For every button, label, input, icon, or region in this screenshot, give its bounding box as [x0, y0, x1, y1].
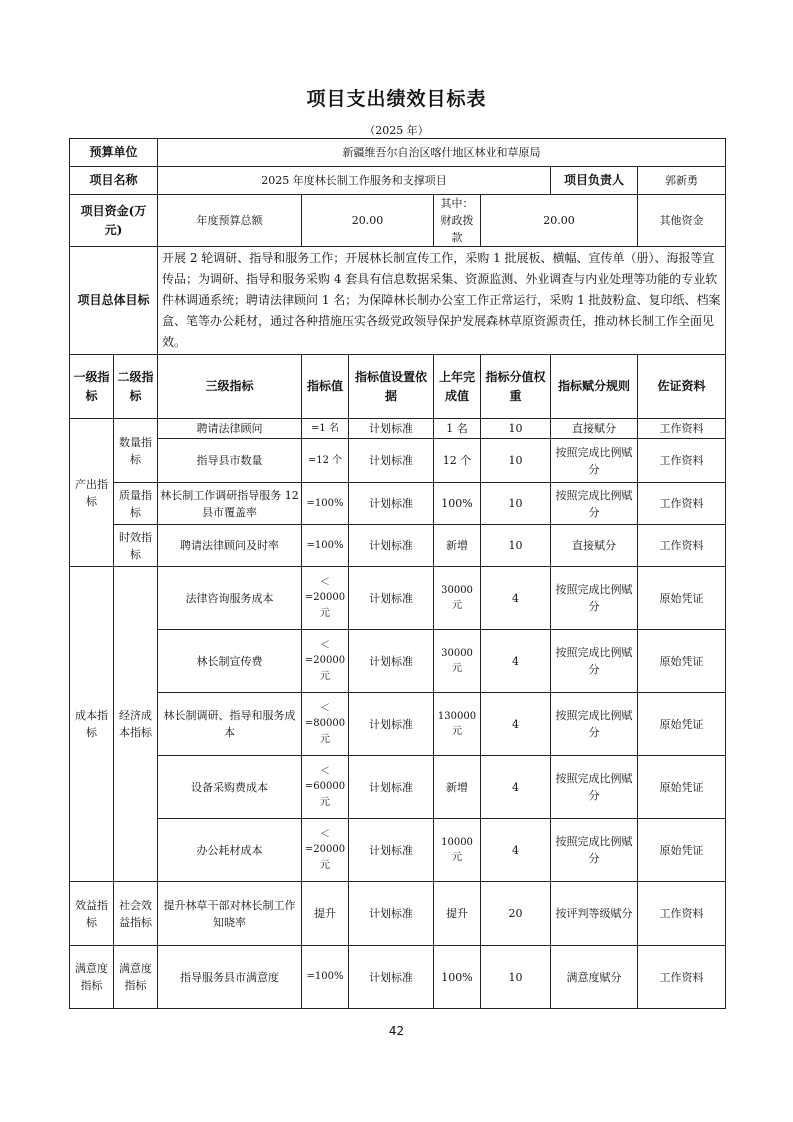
- cell-evidence: 工作资料: [638, 882, 726, 946]
- project-lead-label: 项目负责人: [551, 167, 638, 195]
- cell-rule: 按评判等级赋分: [551, 882, 638, 946]
- cell-evidence: 工作资料: [638, 419, 726, 439]
- table-row: [70, 439, 726, 483]
- cell-basis: 计划标准: [349, 439, 434, 483]
- cell-value: ＜=20000 元: [302, 630, 349, 693]
- funds-label: 项目资金(万元): [70, 195, 158, 247]
- cell-weight: 4: [481, 630, 551, 693]
- group-benefit: 效益指标: [70, 882, 114, 946]
- cell-l3: 指导县市数量: [158, 439, 302, 483]
- group-satisfaction-l2: 满意度指标: [114, 946, 158, 1009]
- group-social-benefit: 社会效益指标: [114, 882, 158, 946]
- cell-l3: 提升林草干部对林长制工作知晓率: [158, 882, 302, 946]
- cell-basis: 计划标准: [349, 756, 434, 819]
- header-value: 指标值: [302, 355, 349, 419]
- header-level1: 一级指标: [70, 355, 114, 419]
- cell-basis: 计划标准: [349, 819, 434, 882]
- table-row: [70, 882, 726, 946]
- cell-value: =12 个: [302, 439, 349, 483]
- cell-evidence: 原始凭证: [638, 819, 726, 882]
- cell-last: 100%: [434, 946, 481, 1009]
- overall-goal-text: 开展 2 轮调研、指导和服务工作；开展林长制宣传工作，采购 1 批展板、横幅、宣传单（册）、海报等宣传品；为调研、指导和服务采购 4 套具有信息数据采集、资源监测、外业调查与内业处理等功能的专业软件林调通系统；聘请法律顾问 1 名；为保障林长制办公室工作正常运行，采购 1 批鼓粉盒、复印纸、档案盒、笔等办公耗材，通过各种措施压实各级党政领导保护发展森林草原资源责任，推动林长制工作全面见效。: [158, 247, 726, 355]
- cell-l3: 林长制工作调研指导服务 12 县市覆盖率: [158, 483, 302, 525]
- cell-l3: 法律咨询服务成本: [158, 567, 302, 630]
- cell-l3: 指导服务县市满意度: [158, 946, 302, 1009]
- cell-value: =100%: [302, 946, 349, 1009]
- year-label: （2025 年）: [364, 124, 429, 137]
- cell-value: =100%: [302, 525, 349, 567]
- table-row: [70, 693, 726, 756]
- cell-rule: 按照完成比例赋分: [551, 483, 638, 525]
- cell-basis: 计划标准: [349, 882, 434, 946]
- header-last-year: 上年完成值: [434, 355, 481, 419]
- group-quality: 质量指标: [114, 483, 158, 525]
- cell-last: 新增: [434, 525, 481, 567]
- group-quantity: 数量指标: [114, 419, 158, 483]
- cell-l3: 聘请法律顾问: [158, 419, 302, 439]
- cell-weight: 20: [481, 882, 551, 946]
- cell-evidence: 工作资料: [638, 946, 726, 1009]
- performance-table: [69, 138, 726, 1009]
- cell-weight: 4: [481, 567, 551, 630]
- cell-value: =1 名: [302, 419, 349, 439]
- cell-rule: 按照完成比例赋分: [551, 567, 638, 630]
- cell-basis: 计划标准: [349, 567, 434, 630]
- cell-last: 100%: [434, 483, 481, 525]
- cell-weight: 4: [481, 819, 551, 882]
- cell-value: ＜=60000 元: [302, 756, 349, 819]
- header-basis: 指标值设置依据: [349, 355, 434, 419]
- cell-evidence: 工作资料: [638, 525, 726, 567]
- cell-basis: 计划标准: [349, 946, 434, 1009]
- cell-last: 1 名: [434, 419, 481, 439]
- page-number: 42: [388, 1024, 405, 1038]
- cell-weight: 10: [481, 525, 551, 567]
- cell-l3: 设备采购费成本: [158, 756, 302, 819]
- cell-rule: 按照完成比例赋分: [551, 693, 638, 756]
- cell-weight: 10: [481, 946, 551, 1009]
- cell-basis: 计划标准: [349, 419, 434, 439]
- cell-basis: 计划标准: [349, 483, 434, 525]
- cell-value: ＜=20000 元: [302, 567, 349, 630]
- cell-weight: 10: [481, 483, 551, 525]
- table-row: [70, 819, 726, 882]
- cell-basis: 计划标准: [349, 693, 434, 756]
- header-row: [70, 355, 726, 419]
- overall-goal-label: 项目总体目标: [70, 247, 158, 355]
- table-row: [70, 630, 726, 693]
- cell-last: 新增: [434, 756, 481, 819]
- cell-evidence: 工作资料: [638, 483, 726, 525]
- header-evidence: 佐证资料: [638, 355, 726, 419]
- table-row: [70, 756, 726, 819]
- header-rule: 指标赋分规则: [551, 355, 638, 419]
- cell-l3: 林长制调研、指导和服务成本: [158, 693, 302, 756]
- budget-unit-row: [70, 139, 726, 167]
- cell-last: 30000 元: [434, 630, 481, 693]
- table-row: [70, 419, 726, 439]
- table-row: [70, 483, 726, 525]
- annual-total-label: 年度预算总额: [158, 195, 302, 247]
- cell-l3: 聘请法律顾问及时率: [158, 525, 302, 567]
- project-lead-value: 郭新勇: [638, 167, 726, 195]
- group-output: 产出指标: [70, 419, 114, 567]
- cell-basis: 计划标准: [349, 525, 434, 567]
- cell-rule: 按照完成比例赋分: [551, 819, 638, 882]
- cell-rule: 按照完成比例赋分: [551, 630, 638, 693]
- cell-last: 130000 元: [434, 693, 481, 756]
- header-weight: 指标分值权重: [481, 355, 551, 419]
- cell-evidence: 原始凭证: [638, 630, 726, 693]
- group-satisfaction: 满意度指标: [70, 946, 114, 1009]
- group-econ-cost: 经济成本指标: [114, 567, 158, 882]
- cell-last: 提升: [434, 882, 481, 946]
- funds-row: [70, 195, 726, 247]
- cell-l3: 办公耗材成本: [158, 819, 302, 882]
- cell-l3: 林长制宣传费: [158, 630, 302, 693]
- cell-rule: 按照完成比例赋分: [551, 439, 638, 483]
- budget-unit-value: 新疆维吾尔自治区喀什地区林业和草原局: [158, 139, 726, 167]
- group-cost: 成本指标: [70, 567, 114, 882]
- cell-evidence: 工作资料: [638, 439, 726, 483]
- cell-last: 10000 元: [434, 819, 481, 882]
- overall-goal-row: [70, 247, 726, 355]
- cell-value: =100%: [302, 483, 349, 525]
- table-row: [70, 525, 726, 567]
- cell-value: ＜=80000 元: [302, 693, 349, 756]
- cell-rule: 满意度赋分: [551, 946, 638, 1009]
- project-name-value: 2025 年度林长制工作服务和支撑项目: [158, 167, 551, 195]
- cell-last: 30000 元: [434, 567, 481, 630]
- group-timeliness: 时效指标: [114, 525, 158, 567]
- cell-rule: 直接赋分: [551, 419, 638, 439]
- project-name-label: 项目名称: [70, 167, 158, 195]
- cell-evidence: 原始凭证: [638, 693, 726, 756]
- cell-weight: 10: [481, 419, 551, 439]
- annual-total-value: 20.00: [302, 195, 434, 247]
- cell-weight: 4: [481, 693, 551, 756]
- cell-value: ＜=20000 元: [302, 819, 349, 882]
- header-level2: 二级指标: [114, 355, 158, 419]
- cell-evidence: 原始凭证: [638, 756, 726, 819]
- table-row: [70, 946, 726, 1009]
- cell-basis: 计划标准: [349, 630, 434, 693]
- project-name-row: [70, 167, 726, 195]
- cell-rule: 直接赋分: [551, 525, 638, 567]
- cell-value: 提升: [302, 882, 349, 946]
- cell-evidence: 原始凭证: [638, 567, 726, 630]
- cell-last: 12 个: [434, 439, 481, 483]
- header-level3: 三级指标: [158, 355, 302, 419]
- cell-rule: 按照完成比例赋分: [551, 756, 638, 819]
- page-title: 项目支出绩效目标表: [306, 88, 487, 110]
- other-funds-label: 其他资金: [638, 195, 726, 247]
- fiscal-label: 其中：财政拨款: [434, 195, 481, 247]
- fiscal-value: 20.00: [481, 195, 638, 247]
- table-row: [70, 567, 726, 630]
- cell-weight: 10: [481, 439, 551, 483]
- cell-weight: 4: [481, 756, 551, 819]
- budget-unit-label: 预算单位: [70, 139, 158, 167]
